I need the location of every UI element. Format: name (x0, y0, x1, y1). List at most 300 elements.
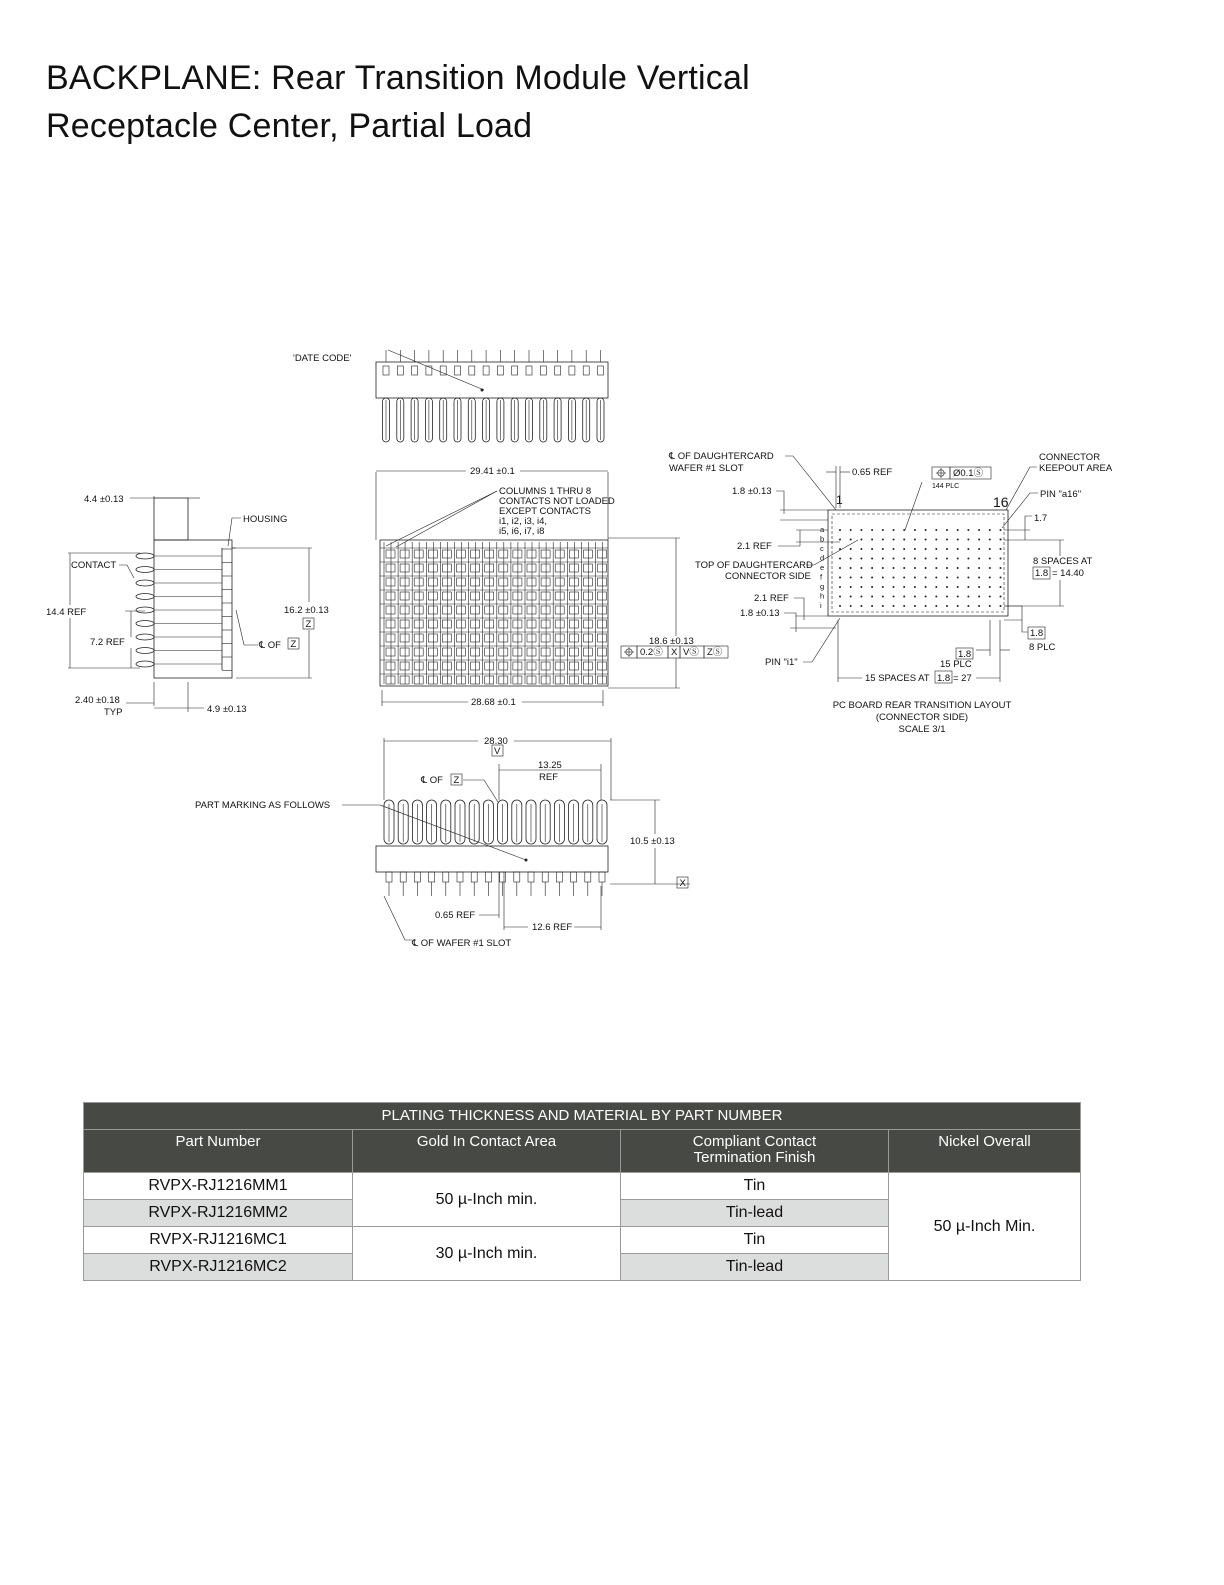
front-contact-cell (471, 662, 480, 670)
front-contact-cell (471, 648, 480, 656)
front-contact-cell (555, 634, 564, 642)
pcb-hole (893, 605, 895, 607)
pcb-hole (893, 586, 895, 588)
front-note-5: i5, i6, i7, i8 (499, 526, 545, 537)
pcb-hole (914, 586, 916, 588)
pcb-hole (957, 558, 959, 560)
front-contact-cell (527, 676, 536, 684)
top-pin-window (583, 366, 589, 375)
bottom-dim-width: 28.30 (484, 736, 508, 747)
front-contact-cell (555, 564, 564, 572)
pcb-hole (946, 586, 948, 588)
pcb-keepout-outline (828, 510, 1008, 616)
pcb-hole (989, 577, 991, 579)
part-number-cell: RVPX-RJ1216MM2 (84, 1200, 353, 1227)
pcb-hole (893, 548, 895, 550)
front-contact-cell (414, 564, 423, 572)
pcb-hole (914, 605, 916, 607)
pcb-hole (882, 605, 884, 607)
pcb-ref-21-bot: 2.1 REF (754, 593, 789, 604)
front-contact-cell (598, 634, 607, 642)
front-contact-cell (527, 634, 536, 642)
front-contact-cell (583, 592, 592, 600)
pcb-hole (957, 605, 959, 607)
front-contact-cell (442, 564, 451, 572)
page-title (46, 54, 750, 150)
pcb-hole (871, 567, 873, 569)
front-contact-cell (555, 606, 564, 614)
pcb-plc15: 15 PLC (940, 659, 972, 670)
top-housing (376, 362, 608, 398)
side-cl-of: ℄ OF (259, 640, 281, 651)
pcb-cl-daughtercard: ℄ OF DAUGHTERCARD (669, 451, 774, 462)
pcb-row-letter: d (820, 553, 825, 563)
front-fcf-v: VⓈ (683, 647, 699, 658)
front-contact-cell (414, 620, 423, 628)
front-contact-cell (414, 634, 423, 642)
front-contact-cell (485, 606, 494, 614)
front-contact-cell (428, 578, 437, 586)
pcb-top-of-dc-2: CONNECTOR SIDE (725, 571, 811, 582)
top-pin-window (397, 366, 403, 375)
pcb-hole (914, 548, 916, 550)
front-contact-cell (513, 592, 522, 600)
pcb-layout (668, 451, 1113, 735)
pcb-spaces8-box: 1.8 (1035, 568, 1049, 579)
front-contact-cell (569, 592, 578, 600)
pcb-hole (850, 596, 852, 598)
pcb-row-letter: b (820, 534, 825, 544)
top-pins (383, 350, 605, 442)
front-contact-cell (386, 648, 395, 656)
pcb-hole (935, 586, 937, 588)
pcb-hole (839, 605, 841, 607)
pcb-plc8-box: 1.8 (1030, 628, 1044, 639)
header-gold: Gold In Contact Area (353, 1130, 621, 1173)
front-contact-cell (569, 578, 578, 586)
side-housing-outline (154, 540, 232, 678)
bottom-pin-window (414, 872, 420, 882)
pcb-hole (903, 605, 905, 607)
pcb-hole (957, 567, 959, 569)
front-contact-cell (471, 592, 480, 600)
pcb-hole (882, 567, 884, 569)
pcb-hole (946, 529, 948, 531)
pcb-row-letter: h (820, 591, 825, 601)
front-contact-cell (386, 634, 395, 642)
front-contact-cell (527, 578, 536, 586)
front-contact-cell (471, 634, 480, 642)
pcb-row-letter: c (820, 544, 824, 553)
pcb-hole (850, 567, 852, 569)
side-contact-tip (136, 648, 154, 654)
bottom-offset-ref: 0.65 REF (435, 910, 476, 921)
top-pin-window (512, 366, 518, 375)
pcb-hole (893, 577, 895, 579)
front-contact-cell (541, 676, 550, 684)
front-fcf-z: ZⓈ (707, 647, 723, 658)
pcb-ref-21-top: 2.1 REF (737, 541, 772, 552)
front-contact-cell (414, 676, 423, 684)
bottom-pin-window (429, 872, 435, 882)
front-contact-cell (598, 564, 607, 572)
front-contact-cell (485, 648, 494, 656)
front-contact-cell (598, 578, 607, 586)
pcb-hole (882, 586, 884, 588)
side-contact-tip (136, 661, 154, 667)
front-contact-cell (400, 634, 409, 642)
front-contact-cell (428, 634, 437, 642)
bottom-cl-of: ℄ OF (421, 775, 443, 786)
pcb-hole (903, 567, 905, 569)
pcb-hole (860, 558, 862, 560)
front-contact-cell (583, 662, 592, 670)
pcb-hole (871, 539, 873, 541)
pcb-hole (893, 539, 895, 541)
front-contact-cell (485, 676, 494, 684)
side-dim-bottom-left: 2.40 ±0.18 (75, 695, 120, 706)
front-contact-cell (428, 606, 437, 614)
front-contact-cell (414, 648, 423, 656)
pcb-hole (871, 586, 873, 588)
front-contact-cell (583, 634, 592, 642)
side-dim-bottom-right: 4.9 ±0.13 (207, 704, 247, 715)
side-dim-top: 4.4 ±0.13 (84, 494, 124, 505)
front-contact-cell (457, 620, 466, 628)
front-contact-cell (414, 578, 423, 586)
pcb-hole (967, 567, 969, 569)
side-typ: TYP (104, 707, 123, 718)
pcb-fcf-note: 144 PLC (932, 483, 960, 490)
front-contact-cell (485, 564, 494, 572)
front-contact-cell (541, 634, 550, 642)
front-dim-height: 18.6 ±0.13 (649, 636, 694, 647)
front-contact-cell (457, 578, 466, 586)
front-contact-cell (414, 606, 423, 614)
pcb-hole (925, 605, 927, 607)
pcb-hole (914, 577, 916, 579)
side-contact-tip (136, 634, 154, 640)
pcb-hole (1000, 586, 1002, 588)
pcb-hole (946, 548, 948, 550)
pcb-hole (978, 539, 980, 541)
front-contact-cell (442, 592, 451, 600)
front-contact-cell (428, 620, 437, 628)
pcb-hole (935, 567, 937, 569)
pcb-hole (839, 596, 841, 598)
front-contact-cell (598, 662, 607, 670)
pcb-spaces8-val: = 14.40 (1052, 568, 1084, 579)
pcb-hole (925, 529, 927, 531)
front-contact-cell (499, 634, 508, 642)
pcb-hole (903, 586, 905, 588)
front-contact-cell (583, 606, 592, 614)
front-contact-cell (513, 634, 522, 642)
pcb-hole (1000, 596, 1002, 598)
pcb-hole (882, 558, 884, 560)
plating-table (83, 1102, 1081, 1281)
front-contact-cell (499, 620, 508, 628)
front-contact-cell (499, 662, 508, 670)
pcb-spaces8: 8 SPACES AT (1033, 556, 1093, 567)
front-contact-cell (386, 550, 395, 558)
pcb-hole (850, 577, 852, 579)
front-note-2: CONTACTS NOT LOADED (499, 496, 615, 507)
front-contact-cell (583, 578, 592, 586)
pcb-hole (935, 529, 937, 531)
pcb-spaces15-box: 1.8 (937, 673, 951, 684)
bottom-pin-window (514, 872, 520, 882)
side-contacts (136, 553, 222, 667)
front-contact-cell (499, 606, 508, 614)
side-cl-datum-z: Z (290, 639, 297, 650)
pcb-hole (871, 596, 873, 598)
pcb-hole-grid (839, 529, 1002, 607)
front-contact-cell (555, 676, 564, 684)
bottom-pin-window (500, 872, 506, 882)
finish-cell: Tin (621, 1227, 889, 1254)
front-contact-cell (400, 676, 409, 684)
pcb-hole (903, 548, 905, 550)
pcb-hole (850, 548, 852, 550)
front-contact-cell (513, 648, 522, 656)
pcb-hole (957, 596, 959, 598)
front-contact-cell (485, 620, 494, 628)
pcb-spaces15: 15 SPACES AT (865, 673, 930, 684)
front-contact-cell (499, 578, 508, 586)
side-slots (222, 549, 232, 671)
pcb-hole (978, 596, 980, 598)
front-contact-cell (442, 606, 451, 614)
bottom-pin-window (528, 872, 534, 882)
nickel-cell: 50 µ-Inch Min. (889, 1173, 1081, 1281)
front-contact-cell (386, 578, 395, 586)
pcb-row-letter: g (820, 582, 825, 591)
side-contact-label: CONTACT (71, 560, 117, 571)
pcb-hole (967, 558, 969, 560)
pcb-hole (978, 548, 980, 550)
pcb-hole (914, 529, 916, 531)
pcb-hole (882, 577, 884, 579)
table-row (84, 1173, 1081, 1200)
pcb-hole (989, 529, 991, 531)
pcb-row-letters (820, 525, 825, 610)
pcb-offset-ref: 0.65 REF (852, 467, 893, 478)
pcb-hole (967, 605, 969, 607)
pcb-hole (903, 529, 905, 531)
front-contact-cell (555, 592, 564, 600)
front-contact-cell (583, 550, 592, 558)
pcb-hole (871, 605, 873, 607)
part-number-cell: RVPX-RJ1216MC1 (84, 1227, 353, 1254)
front-contact-cell (569, 550, 578, 558)
pcb-hole (989, 539, 991, 541)
pcb-hole (935, 596, 937, 598)
bottom-pin-window (443, 872, 449, 882)
top-date-code: 'DATE CODE' (293, 353, 352, 364)
front-contact-cell (569, 606, 578, 614)
front-contact-cell (400, 606, 409, 614)
pcb-hole (914, 539, 916, 541)
pcb-fcf (905, 467, 991, 530)
front-contact-cell (527, 662, 536, 670)
header-finish-line-2: Termination Finish (693, 1149, 816, 1166)
front-contact-cell (513, 550, 522, 558)
front-contact-cell (386, 662, 395, 670)
pcb-hole (967, 548, 969, 550)
pcb-hole (957, 586, 959, 588)
pcb-hole (989, 567, 991, 569)
top-pin-window (383, 366, 389, 375)
front-contact-cell (569, 676, 578, 684)
front-contact-cell (513, 676, 522, 684)
front-contact-cell (442, 550, 451, 558)
front-contact-cell (400, 578, 409, 586)
plating-table-caption: PLATING THICKNESS AND MATERIAL BY PART NUMBER (84, 1103, 1081, 1130)
front-contact-cell (457, 648, 466, 656)
pcb-hole (989, 586, 991, 588)
pcb-hole (839, 529, 841, 531)
pcb-col-first: 1 (836, 493, 843, 507)
front-contact-cell (598, 606, 607, 614)
front-contact-cell (442, 578, 451, 586)
bottom-view (195, 736, 690, 949)
front-contact-cell (541, 550, 550, 558)
title-line-1: BACKPLANE: Rear Transition Module Vertical (46, 59, 750, 97)
pcb-hole (978, 529, 980, 531)
pcb-hole (925, 539, 927, 541)
front-contact-cell (555, 648, 564, 656)
technical-drawing (0, 330, 1224, 970)
pcb-hole (871, 548, 873, 550)
top-pin-window (555, 366, 561, 375)
front-contact-cell (569, 634, 578, 642)
pcb-hole (893, 567, 895, 569)
pcb-hole (850, 529, 852, 531)
pcb-hole (967, 577, 969, 579)
pcb-hole (903, 558, 905, 560)
bottom-pin-window (542, 872, 548, 882)
pcb-hole (935, 577, 937, 579)
pcb-row-letter: a (820, 525, 825, 534)
pcb-hole (989, 596, 991, 598)
side-contact-tip (136, 607, 154, 613)
pcb-hole (893, 558, 895, 560)
pcb-col-last: 16 (993, 494, 1009, 510)
front-contact-cell (527, 550, 536, 558)
front-contact-cell (428, 662, 437, 670)
finish-cell: Tin (621, 1173, 889, 1200)
front-contact-cell (569, 648, 578, 656)
front-contact-cell (457, 606, 466, 614)
front-fcf (621, 646, 728, 658)
pcb-hole (914, 596, 916, 598)
side-half-ref: 7.2 REF (90, 637, 125, 648)
front-contact-cell (457, 592, 466, 600)
pcb-row-letter: i (820, 601, 822, 610)
pcb-hole (946, 539, 948, 541)
pcb-hole (946, 567, 948, 569)
front-contact-cell (428, 592, 437, 600)
pcb-hole (860, 577, 862, 579)
pcb-hole (967, 529, 969, 531)
pcb-hole (935, 548, 937, 550)
pcb-spaces15-val: = 27 (953, 673, 972, 684)
front-contact-cell (499, 550, 508, 558)
pcb-hole (989, 548, 991, 550)
pcb-row-letter: e (820, 563, 825, 572)
top-pin-window (540, 366, 546, 375)
pcb-hole (882, 539, 884, 541)
front-contact-cell (471, 620, 480, 628)
top-pin-window (497, 366, 503, 375)
front-contact-cell (513, 620, 522, 628)
bottom-pin-window (471, 872, 477, 882)
front-contact-cell (541, 606, 550, 614)
pcb-hole (1000, 558, 1002, 560)
front-contact-cell (598, 676, 607, 684)
front-contact-cell (485, 662, 494, 670)
front-width-top: 29.41 ±0.1 (470, 466, 515, 477)
front-contact-cell (386, 606, 395, 614)
front-contact-cell (499, 564, 508, 572)
front-fcf-x: X (671, 647, 678, 658)
front-contact-cell (541, 592, 550, 600)
pcb-row-letter: f (820, 572, 823, 582)
pcb-hole (925, 586, 927, 588)
front-contact-cell (386, 592, 395, 600)
top-pin-window (526, 366, 532, 375)
header-finish (621, 1130, 889, 1173)
front-note-3: EXCEPT CONTACTS (499, 506, 592, 517)
front-contact-cell (541, 648, 550, 656)
front-fcf-tol: 0.2Ⓢ (640, 647, 663, 658)
front-contact-cell (386, 620, 395, 628)
front-contact-cell (457, 676, 466, 684)
pcb-caption-1: PC BOARD REAR TRANSITION LAYOUT (832, 700, 1012, 711)
front-contact-cell (457, 564, 466, 572)
top-view (293, 350, 608, 442)
front-contact-cell (569, 620, 578, 628)
front-contact-cell (555, 620, 564, 628)
pcb-hole (957, 577, 959, 579)
front-contact-cell (513, 578, 522, 586)
pcb-hole (978, 586, 980, 588)
pcb-hole (1000, 548, 1002, 550)
top-pin-window (483, 366, 489, 375)
front-contact-cell (598, 550, 607, 558)
pcb-hole (925, 548, 927, 550)
pcb-hole (850, 558, 852, 560)
pcb-dim-bot: 1.8 ±0.13 (740, 608, 780, 619)
front-contact-cell (471, 550, 480, 558)
pcb-hole (989, 605, 991, 607)
front-contact-cell (555, 662, 564, 670)
side-dim-right: 16.2 ±0.13 (284, 605, 329, 616)
front-contact-cell (485, 592, 494, 600)
pcb-hole (860, 567, 862, 569)
pcb-hole (839, 558, 841, 560)
bottom-dim-height: 10.5 ±0.13 (630, 836, 675, 847)
front-contact-cell (400, 662, 409, 670)
pcb-dim-17: 1.7 (1034, 513, 1048, 524)
front-contact-cell (583, 620, 592, 628)
pcb-hole (871, 577, 873, 579)
front-contact-cell (583, 648, 592, 656)
pcb-hole (860, 539, 862, 541)
pcb-hole (925, 596, 927, 598)
pcb-hole (839, 586, 841, 588)
